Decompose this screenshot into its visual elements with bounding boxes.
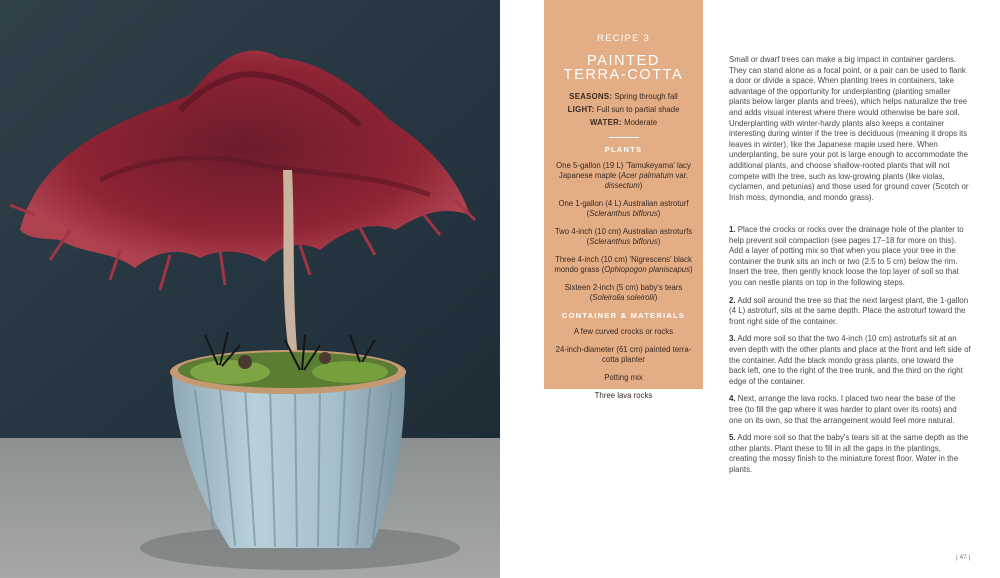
growing-conditions <box>552 90 695 129</box>
plant-item: Three 4-inch (10 cm) 'Nigrescens' black mondo grass (Ophiopogon planiscapus) <box>554 255 693 274</box>
page-number: | 47 | <box>956 554 971 561</box>
material-item: Potting mix <box>604 373 643 382</box>
water-row: WATER: Moderate <box>589 118 658 127</box>
material-item: 24-inch-diameter (61 cm) painted terra-cotta planter <box>555 345 692 364</box>
instruction-step: 3. Add more soil so that the two 4-inch (10 cm) astroturfs sit at an even depth with the other plants and place at the front and left side of the container. Add the black mondo grass plants, one toward the back left, one to the right of the tree trunk, and the third on the right edge of the container. <box>729 334 971 386</box>
materials-list <box>552 327 695 401</box>
recipe-number: RECIPE 3 <box>597 33 650 44</box>
steps-list <box>729 225 971 482</box>
plant-item: Two 4-inch (10 cm) Australian astroturfs (Scleranthus biflorus) <box>554 227 693 246</box>
light-row: LIGHT: Full sun to partial shade <box>567 105 680 114</box>
recipe-title-line1: PAINTED <box>587 53 660 69</box>
material-item: Three lava rocks <box>594 391 653 400</box>
recipe-title-line2: TERRA-COTTA <box>563 67 684 83</box>
plants-list <box>552 161 695 303</box>
plant-item: Sixteen 2-inch (5 cm) baby's tears (Soleirolia soleirolii) <box>564 283 683 302</box>
instruction-step: 5. Add more soil so that the baby's tears sit at the same depth as the other plants. Plant these to fill in all the gaps in the plantings, creating the mossy finish to the miniature forest floor. Water in the plants. <box>729 433 969 474</box>
plant-item: One 5-gallon (19 L) 'Tamukeyama' lacy Japanese maple (Acer palmatum var. dissectum) <box>556 161 691 190</box>
material-item: A few curved crocks or rocks <box>573 327 674 336</box>
instruction-step: 4. Next, arrange the lava rocks. I placed two near the base of the tree (to fill the gap where it was harder to plant over its roots) and one on its own, so that the arrangement would feel more natural. <box>729 394 957 425</box>
recipe-sidebar <box>544 0 703 400</box>
plant-item: One 1-gallon (4 L) Australian astroturf (Scleranthus biflorus) <box>558 199 689 218</box>
plants-heading: PLANTS <box>604 145 643 154</box>
instruction-step: 1. Place the crocks or rocks over the drainage hole of the planter to help prevent soil compaction (see pages 17–18 for more on this). Add a layer of potting mix so that when you place your tree in the container the trunk sits an inch or two (2.5 to 5 cm) below the rim. Insert the tree, then gently knock loose the top layer of soil so that you can nestle plants on top in the following steps. <box>729 225 964 287</box>
intro-paragraph: Small or dwarf trees can make a big impact in container gardens. They can stand alone as a focal point, or a pair can be used to flank a door or divide a space. When planting trees in containers, take advantage of the opportunity for underplanting (planting smaller plants below larger plants and trees), which helps naturalize the tree and adds visual interest where there would otherwise be bare soil. Underplanting with winter-hardy plants also keeps a container interesting during winter if the tree is deciduous (meaning it drops its leaves in winter), like the Japanese maple used here. When underplanting, be sure your pot is large enough to accommodate the additional plants, and choose shallow-rooted plants that will not compete with the tree, such as low-growing plants (like violas, cyclamen, and petunias) and those used for ground cover (Scotch or Irish moss, dymondia, and mondo grass). <box>729 55 969 202</box>
instruction-step: 2. Add soil around the tree so that the next largest plant, the 1-gallon (4 L) astroturf, sits at the same depth. Place the astroturf toward the front right side of the container. <box>729 295 969 326</box>
divider <box>609 137 639 138</box>
recipe-title <box>552 54 695 82</box>
materials-heading: CONTAINER & MATERIALS <box>561 311 686 320</box>
seasons-row: SEASONS: Spring through fall <box>569 92 678 101</box>
